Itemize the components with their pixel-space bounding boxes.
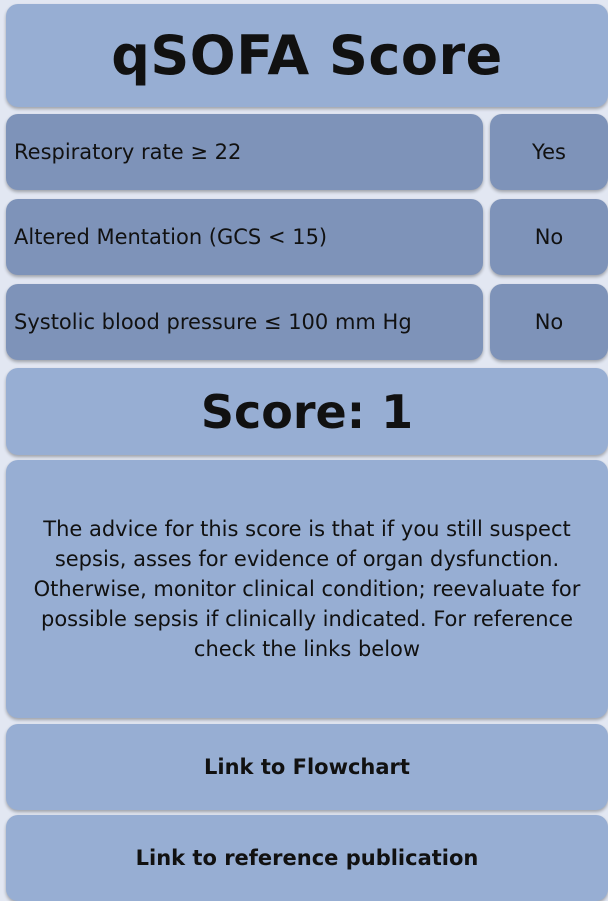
- advice-text: The advice for this score is that if you still suspect sepsis, asses for evidence of organ dysfunction. Otherwise, monitor clinical condition; reevaluate for possible sepsis if clinically indicated. For reference check the links below: [6, 460, 608, 718]
- criterion-respiratory-rate-label: Respiratory rate ≥ 22: [6, 114, 483, 190]
- criterion-respiratory-rate-toggle[interactable]: Yes: [490, 114, 608, 190]
- criterion-altered-mentation-label: Altered Mentation (GCS < 15): [6, 199, 483, 275]
- criterion-systolic-bp-toggle[interactable]: No: [490, 284, 608, 360]
- criterion-altered-mentation-toggle[interactable]: No: [490, 199, 608, 275]
- reference-publication-link-button[interactable]: Link to reference publication: [6, 815, 608, 901]
- flowchart-link-button[interactable]: Link to Flowchart: [6, 724, 608, 810]
- score-display: Score: 1: [6, 368, 608, 455]
- page-title: qSOFA Score: [6, 4, 608, 107]
- criterion-systolic-bp-label: Systolic blood pressure ≤ 100 mm Hg: [6, 284, 483, 360]
